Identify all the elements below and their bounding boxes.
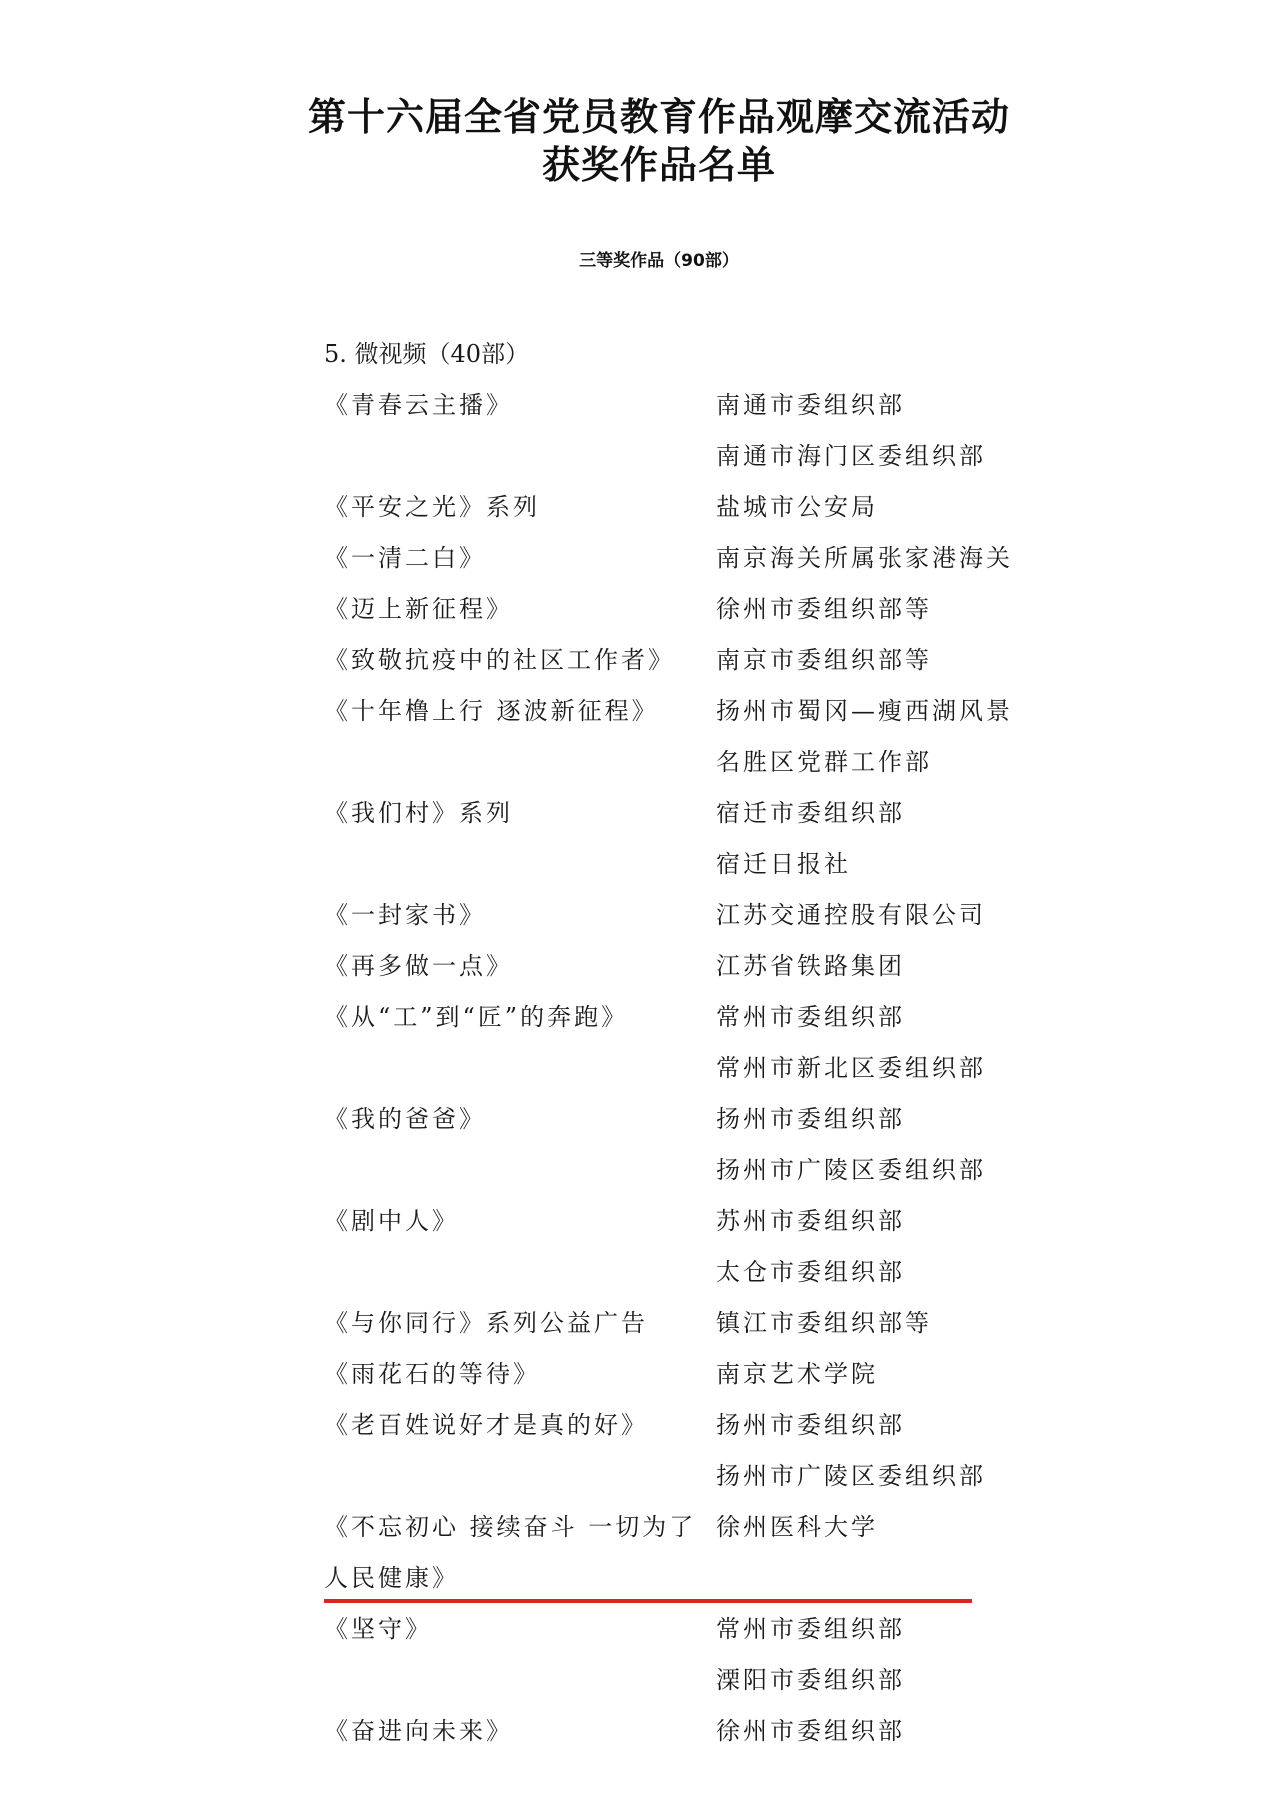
organization-name: 徐州市委组织部 (716, 1717, 905, 1745)
list-item (0, 686, 1278, 737)
organization-name: 南通市海门区委组织部 (716, 442, 986, 470)
organization-name: 南京市委组织部等 (716, 646, 932, 674)
work-title: 《我们村》系列 (324, 799, 513, 827)
organization-name: 镇江市委组织部等 (716, 1309, 932, 1337)
list-item (0, 1298, 1278, 1349)
organization-name: 南京艺术学院 (716, 1360, 878, 1388)
list-item (0, 839, 1278, 890)
organization-name: 宿迁市委组织部 (716, 799, 905, 827)
list-item (0, 1196, 1278, 1247)
organization-name: 扬州市广陵区委组织部 (716, 1462, 986, 1490)
work-title: 《剧中人》 (324, 1207, 459, 1235)
organization-name: 南通市委组织部 (716, 391, 905, 419)
organization-name: 常州市委组织部 (716, 1615, 905, 1643)
work-title: 《再多做一点》 (324, 952, 513, 980)
list-item (0, 1043, 1278, 1094)
list-item (0, 941, 1278, 992)
work-title: 《一封家书》 (324, 901, 486, 929)
work-title: 《与你同行》系列公益广告 (324, 1309, 648, 1337)
organization-name: 盐城市公安局 (716, 493, 878, 521)
list-item (0, 1553, 1278, 1604)
list-item (0, 1400, 1278, 1451)
list-item (0, 1349, 1278, 1400)
list-item (0, 533, 1278, 584)
list-item (0, 1502, 1278, 1553)
list-item (0, 380, 1278, 431)
work-title: 《十年橹上行 逐波新征程》 (324, 697, 659, 725)
organization-name: 太仓市委组织部 (716, 1258, 905, 1286)
list-item (0, 788, 1278, 839)
work-title: 《致敬抗疫中的社区工作者》 (324, 646, 675, 674)
organization-name: 扬州市委组织部 (716, 1105, 905, 1133)
list-item (0, 635, 1278, 686)
organization-name: 江苏省铁路集团 (716, 952, 905, 980)
list-item (0, 1145, 1278, 1196)
list-item (0, 1094, 1278, 1145)
work-title: 《从“工”到“匠”的奔跑》 (324, 1003, 629, 1031)
red-underline-marker (324, 1599, 972, 1603)
work-title: 人民健康》 (324, 1564, 459, 1592)
list-item (0, 431, 1278, 482)
list-item (0, 1247, 1278, 1298)
award-list (0, 380, 1278, 1757)
organization-name: 南京海关所属张家港海关 (716, 544, 1013, 572)
award-category-subtitle: 三等奖作品（90部） (579, 251, 739, 271)
work-title: 《不忘初心 接续奋斗 一切为了 (324, 1513, 697, 1541)
work-title: 《老百姓说好才是真的好》 (324, 1411, 648, 1439)
organization-name: 江苏交通控股有限公司 (716, 901, 986, 929)
work-title: 《平安之光》系列 (324, 493, 540, 521)
organization-name: 溧阳市委组织部 (716, 1666, 905, 1694)
list-item (0, 737, 1278, 788)
list-item (0, 1706, 1278, 1757)
work-title: 《迈上新征程》 (324, 595, 513, 623)
list-item (0, 1604, 1278, 1655)
list-item (0, 890, 1278, 941)
organization-name: 徐州市委组织部等 (716, 595, 932, 623)
organization-name: 扬州市蜀冈—瘦西湖风景 (716, 697, 1013, 725)
work-title: 《奋进向未来》 (324, 1717, 513, 1745)
organization-name: 扬州市广陵区委组织部 (716, 1156, 986, 1184)
organization-name: 徐州医科大学 (716, 1513, 878, 1541)
list-item (0, 482, 1278, 533)
organization-name: 常州市委组织部 (716, 1003, 905, 1031)
section-heading: 5. 微视频（40部） (324, 340, 530, 368)
work-title: 《青春云主播》 (324, 391, 513, 419)
organization-name: 常州市新北区委组织部 (716, 1054, 986, 1082)
work-title: 《一清二白》 (324, 544, 486, 572)
organization-name: 名胜区党群工作部 (716, 748, 932, 776)
list-item (0, 584, 1278, 635)
list-item (0, 1451, 1278, 1502)
organization-name: 扬州市委组织部 (716, 1411, 905, 1439)
work-title: 《雨花石的等待》 (324, 1360, 540, 1388)
work-title: 《坚守》 (324, 1615, 432, 1643)
document-title-line2: 获奖作品名单 (541, 142, 776, 187)
organization-name: 宿迁日报社 (716, 850, 851, 878)
work-title: 《我的爸爸》 (324, 1105, 486, 1133)
list-item (0, 992, 1278, 1043)
organization-name: 苏州市委组织部 (716, 1207, 905, 1235)
list-item (0, 1655, 1278, 1706)
document-title-line1: 第十六届全省党员教育作品观摩交流活动 (307, 94, 1010, 139)
